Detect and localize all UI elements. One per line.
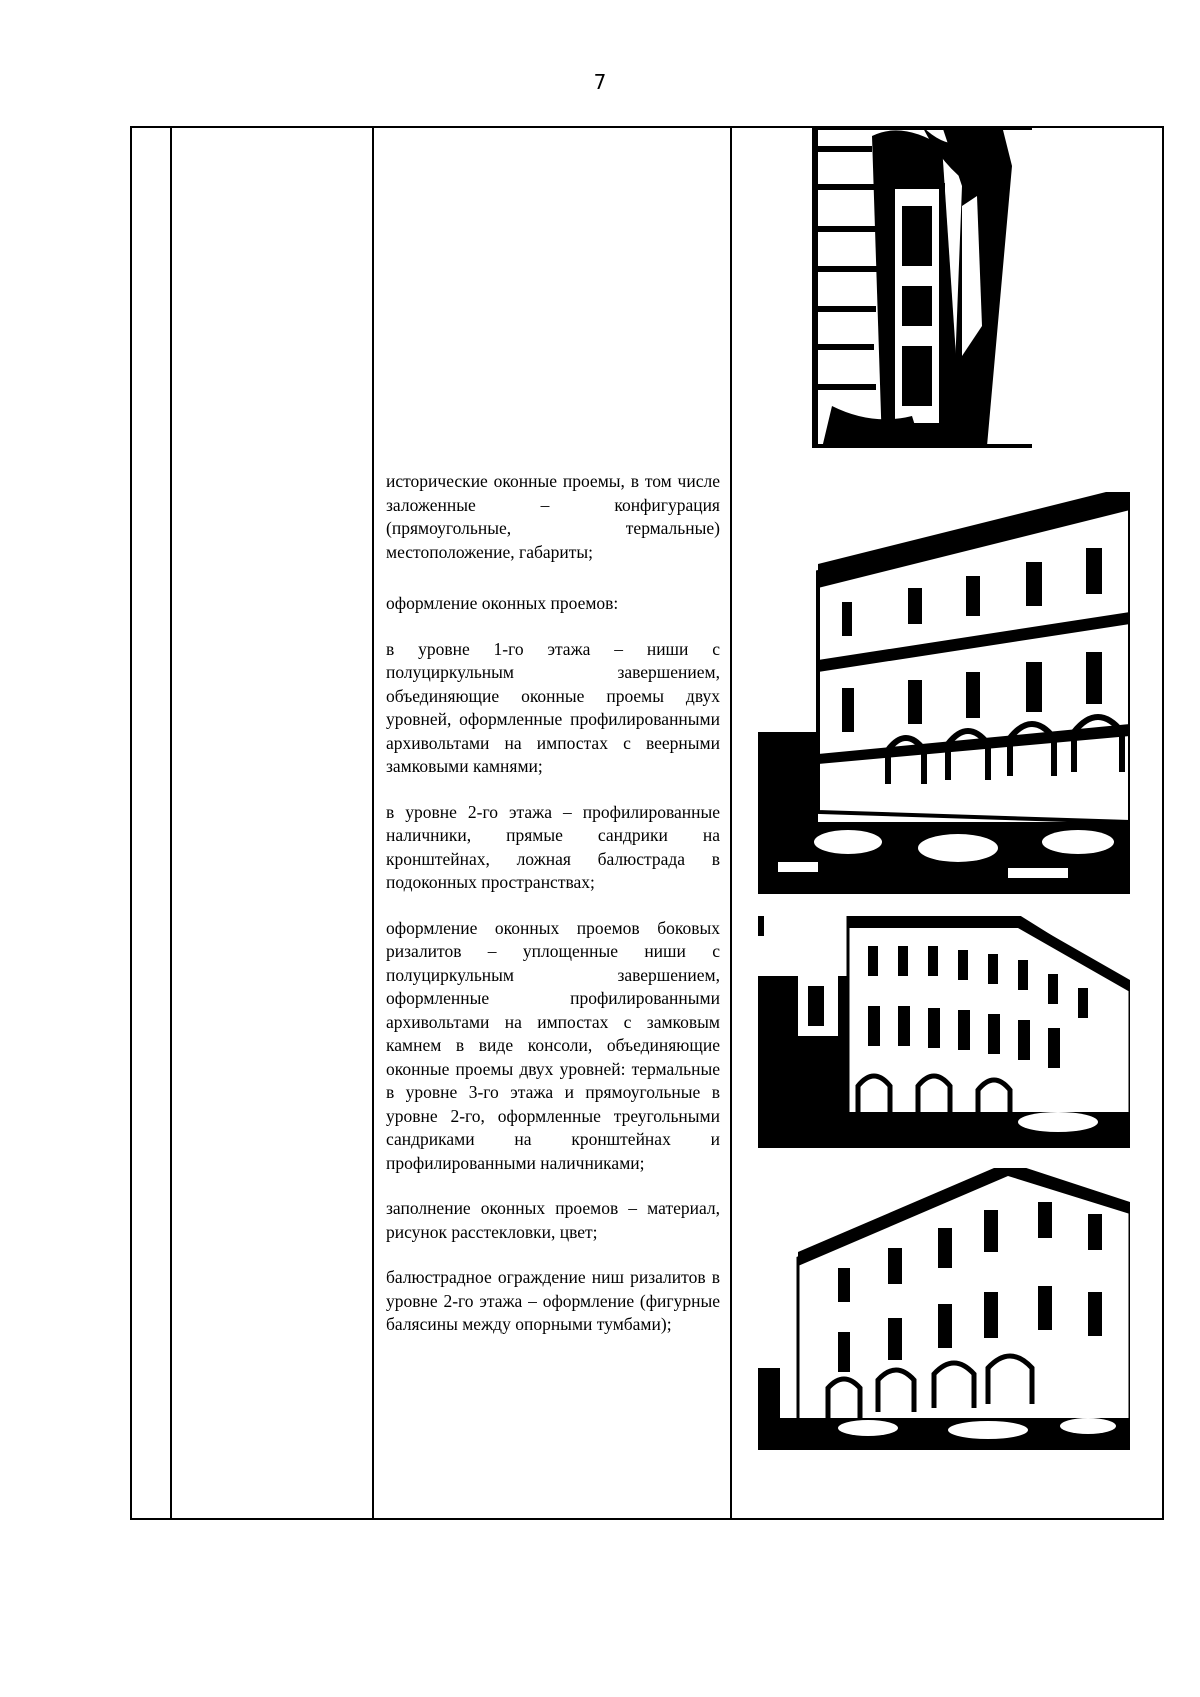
table-border-right [1162,126,1164,1520]
column-divider-1 [170,126,172,1520]
table-border-bottom [130,1518,1164,1520]
paragraph-first-floor: в уровне 1-го этажа – ниши с полуциркульным завершением, объединяющие оконные проемы двух уровней, оформленные профилированными архивольтами на импостах с веерными замковыми камнями; [386,638,720,776]
table-border-left [130,126,132,1520]
column-divider-2 [372,126,374,1520]
protected-features-text [386,470,720,1337]
paragraph-balustrade: балюстрадное ограждение ниш ризалитов в уровне 2-го этажа – оформление (фигурные балясины между опорными тумбами); [386,1267,720,1334]
paragraph-window-decoration-heading: оформление оконных проемов: [386,593,619,613]
column-divider-3 [730,126,732,1520]
facade-arched-windows-photo [758,492,1130,894]
paragraph-window-filling: заполнение оконных проемов – материал, рисунок расстекловки, цвет; [386,1198,720,1242]
facade-corner-view-photo [758,1168,1130,1450]
paragraph-window-openings: исторические оконные проемы, в том числе заложенные – конфигурация (прямоугольные, термальные) местоположение, габариты; [386,471,720,562]
facade-window-niche-photo [812,126,1032,448]
facade-side-risalit-photo [758,916,1130,1148]
page-number: 7 [593,70,607,94]
paragraph-side-risalits: оформление оконных проемов боковых ризалитов – уплощенные ниши с полуциркульным завершением, оформленные профилированными архивольтами на импостах с замковым камнем в виде консоли, объединяющие оконные проемы двух уровней: термальные в уровне 3-го этажа и прямоугольные в уровне 2-го, оформленные треугольными сандриками на кронштейнах и профилированными наличниками; [386,917,720,1173]
paragraph-second-floor: в уровне 2-го этажа – профилированные наличники, прямые сандрики на кронштейнах, ложная балюстрада в подоконных пространствах; [386,801,720,892]
